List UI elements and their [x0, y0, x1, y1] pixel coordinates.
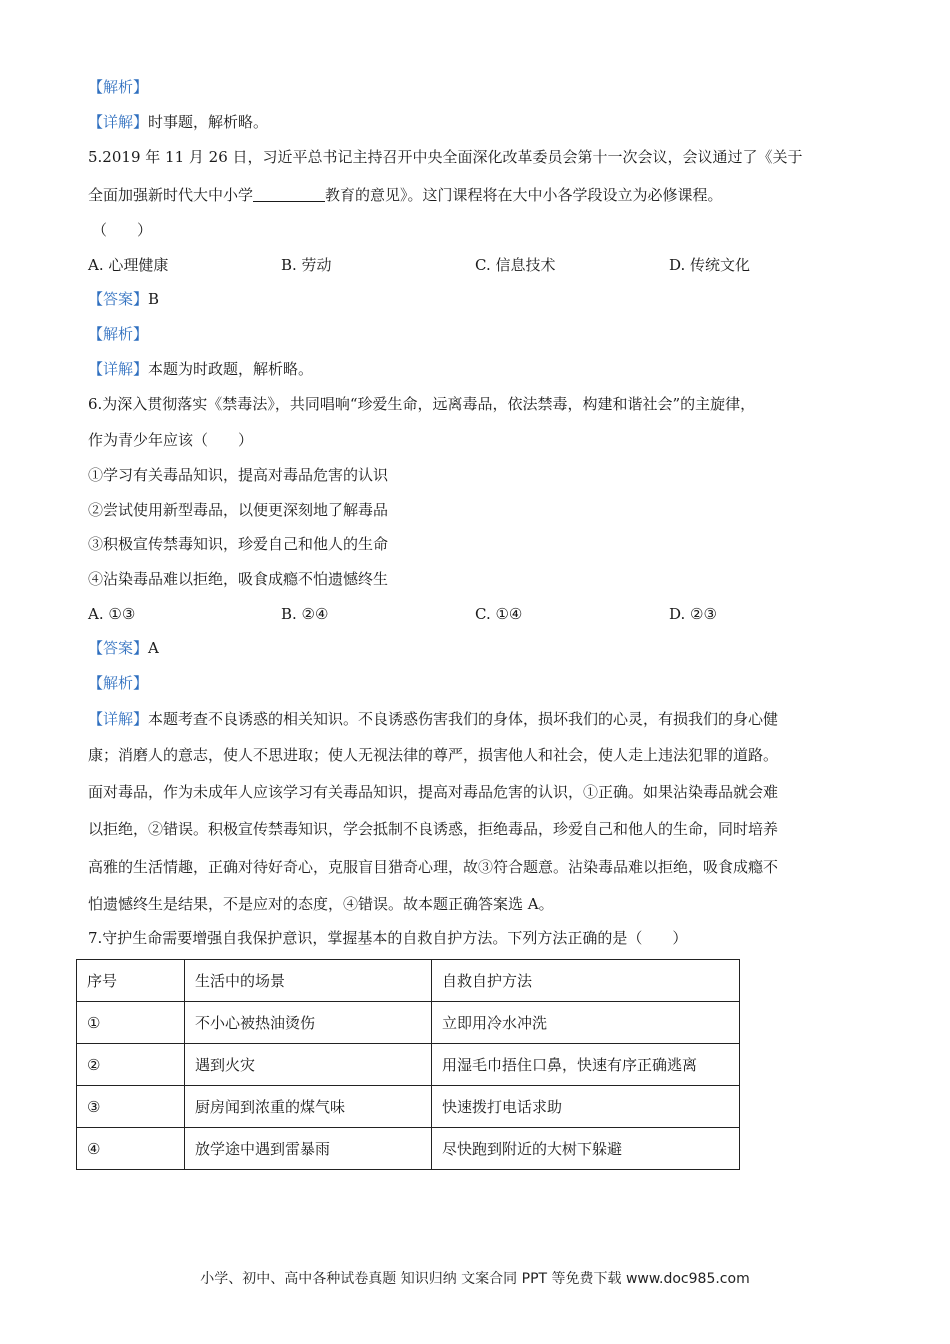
q6-item-2: ②尝试使用新型毒品，以便更深刻地了解毒品	[88, 501, 389, 519]
q5-answer	[88, 289, 159, 309]
table-cell: ④	[77, 1128, 185, 1170]
q6-detail-line5: 高雅的生活情趣，正确对待好奇心，克服盲目猎奇心理，故③符合题意。沾染毒品难以拒绝，吸食成瘾不	[88, 858, 779, 876]
q6-detail-line6: 怕遗憾终生是结果，不是应对的态度，④错误。故本题正确答案选 A。	[88, 895, 554, 913]
detail-body: 本题考查不良诱惑的相关知识。不良诱惑伤害我们的身体，损坏我们的心灵，有损我们的身心健	[148, 710, 779, 728]
table-cell: 放学途中遇到雷暴雨	[185, 1128, 432, 1170]
answer-tag: 【答案】	[88, 639, 149, 657]
q5-stem-line1: 5.2019 年 11 月 26 日，习近平总书记主持召开中央全面深化改革委员会第十一次会议，会议通过了《关于	[88, 148, 803, 166]
page-footer: 小学、初中、高中各种试卷真题 知识归纳 文案合同 PPT 等免费下载 www.doc985.com	[200, 1271, 750, 1287]
q6-option-d: D. ②③	[669, 605, 717, 623]
table-header: 生活中的场景	[185, 960, 432, 1002]
q5-fill-blank	[253, 187, 325, 202]
q6-detail-line1	[88, 709, 778, 729]
q5-option-a: A. 心理健康	[88, 256, 169, 274]
answer-tag: 【答案】	[88, 290, 149, 308]
analysis-heading: 【解析】	[88, 78, 149, 96]
q6-answer	[88, 638, 159, 658]
table-cell: 立即用冷水冲洗	[432, 1002, 740, 1044]
table-cell: 尽快跑到附近的大树下躲避	[432, 1128, 740, 1170]
q6-detail-line2: 康；消磨人的意志，使人不思进取；使人无视法律的尊严，损害他人和社会，使人走上违法犯罪的道路。	[88, 746, 779, 764]
q6-option-c: C. ①④	[475, 605, 523, 623]
detail-tag: 【详解】	[88, 710, 149, 728]
q5-stem-line2	[88, 185, 723, 205]
detail-body: 时事题，解析略。	[148, 113, 269, 131]
detail-body: 本题为时政题，解析略。	[148, 360, 314, 378]
detail-tag: 【详解】	[88, 113, 149, 131]
table-cell: ③	[77, 1086, 185, 1128]
analysis-heading: 【解析】	[88, 325, 149, 343]
table-row	[77, 1002, 740, 1044]
q5-stem-line2-a: 全面加强新时代大中小学	[88, 186, 254, 204]
q5-paren: （ ）	[92, 221, 153, 239]
q5-option-c: C. 信息技术	[475, 256, 556, 274]
table-cell: 厨房闻到浓重的煤气味	[185, 1086, 432, 1128]
detail-tag: 【详解】	[88, 360, 149, 378]
q6-option-b: B. ②④	[281, 605, 329, 623]
answer-value: B	[148, 290, 160, 308]
q6-detail-line4: 以拒绝，②错误。积极宣传禁毒知识，学会抵制不良诱惑，拒绝毒品，珍爱自己和他人的生命，同时培养	[88, 820, 779, 838]
table-cell: ①	[77, 1002, 185, 1044]
table-header-row	[77, 960, 740, 1002]
q5-option-d: D. 传统文化	[669, 256, 751, 274]
q6-stem-line2: 作为青少年应该（ ）	[88, 431, 254, 449]
q5-stem-line2-b: 教育的意见》。这门课程将在大中小各学段设立为必修课程。	[325, 186, 723, 204]
q7-table	[76, 959, 740, 1170]
table-cell: 快速拨打电话求助	[432, 1086, 740, 1128]
detail-text	[88, 359, 313, 379]
q5-option-b: B. 劳动	[281, 256, 332, 274]
table-row	[77, 1086, 740, 1128]
analysis-heading: 【解析】	[88, 674, 149, 692]
detail-text	[88, 112, 268, 132]
q6-detail-line3: 面对毒品，作为未成年人应该学习有关毒品知识，提高对毒品危害的认识，①正确。如果沾染毒品就会难	[88, 783, 779, 801]
table-cell: ②	[77, 1044, 185, 1086]
q6-item-4: ④沾染毒品难以拒绝，吸食成瘾不怕遗憾终生	[88, 570, 389, 588]
answer-value: A	[148, 639, 159, 657]
table-cell: 遇到火灾	[185, 1044, 432, 1086]
q6-item-3: ③积极宣传禁毒知识，珍爱自己和他人的生命	[88, 535, 389, 553]
q7-stem: 7.守护生命需要增强自我保护意识，掌握基本的自救自护方法。下列方法正确的是（ ）	[88, 929, 688, 947]
table-header: 序号	[77, 960, 185, 1002]
table-cell: 用湿毛巾捂住口鼻，快速有序正确逃离	[432, 1044, 740, 1086]
q6-option-a: A. ①③	[88, 605, 136, 623]
table-row	[77, 1128, 740, 1170]
q6-item-1: ①学习有关毒品知识，提高对毒品危害的认识	[88, 466, 389, 484]
table-row	[77, 1044, 740, 1086]
table-header: 自救自护方法	[432, 960, 740, 1002]
table-cell: 不小心被热油烫伤	[185, 1002, 432, 1044]
q6-stem-line1: 6.为深入贯彻落实《禁毒法》，共同唱响“珍爱生命，远离毒品，依法禁毒，构建和谐社会”的主旋律，	[88, 395, 756, 413]
